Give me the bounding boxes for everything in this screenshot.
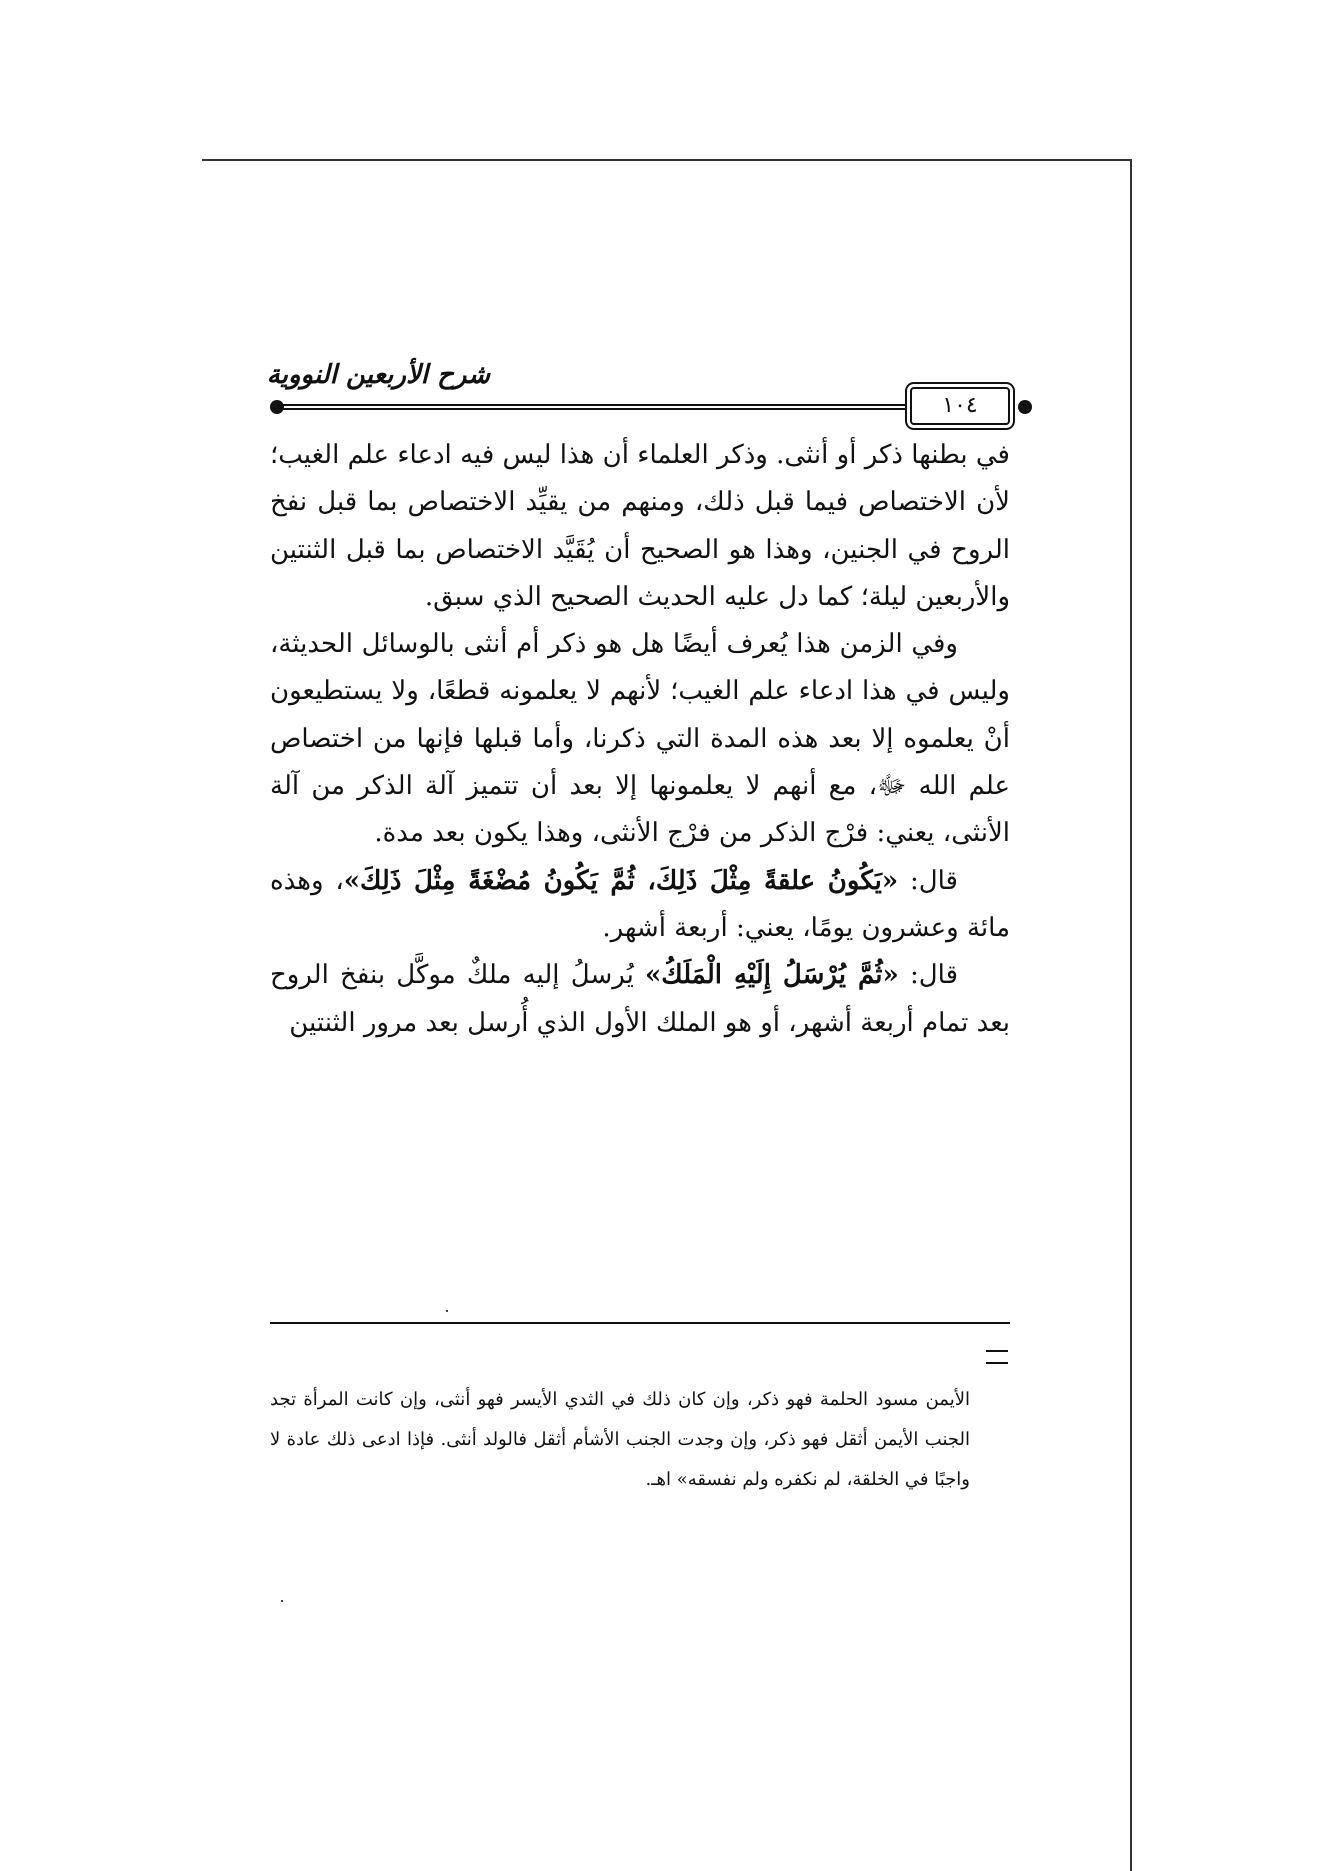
- hadith-quote: «يَكُونُ علقةً مِثْلَ ذَلِكَ، ثُمَّ يَكُونُ مُضْغَةً مِثْلَ ذَلِكَ»: [343, 865, 899, 896]
- quote-commentary: ، وهذه مائة وعشرون يومًا، يعني: أربعة أشهر.: [270, 865, 1010, 943]
- quote-intro: قال:: [898, 960, 959, 991]
- scan-speck: [281, 1600, 283, 1602]
- footnote-text: الأيمن مسود الحلمة فهو ذكر، وإن كان ذلك في الثدي الأيسر فهو أنثى، وإن كانت المرأة تجد الجنب الأيمن أثقل فهو ذكر، وإن وجدت الجنب الأشأم أثقل فالولد أنثى. فإذا ادعى ذلك عادة لا واجبًا في الخلقة، لم نكفره ولم نفسقه» اهـ.: [270, 1389, 970, 1490]
- page-header: [266, 360, 1030, 430]
- quote-intro: قال:: [898, 865, 958, 896]
- paragraph: [270, 858, 1010, 953]
- footnote-separator: [270, 1322, 1010, 1324]
- footnote-continuation-mark: [986, 1350, 1008, 1364]
- header-rule: [278, 404, 910, 410]
- crop-mark-top: [202, 159, 1132, 161]
- main-text: [270, 432, 1010, 1047]
- header-ornament-dot-right: [1018, 400, 1032, 414]
- book-title: شرح الأربعين النووية: [266, 360, 490, 390]
- paragraph: في بطنها ذكر أو أنثى. وذكر العلماء أن هذا ليس فيه ادعاء علم الغيب؛ لأن الاختصاص فيما قبل ذلك، ومنهم من يقيِّد الاختصاص بما قبل نفخ الروح في الجنين، وهذا هو الصحيح أن يُقَيَّد الاختصاص بما قبل الثنتين والأربعين ليلة؛ كما دل عليه الحديث الصحيح الذي سبق.: [270, 440, 1010, 612]
- paragraph: [270, 952, 1010, 1047]
- crop-mark-right: [1130, 159, 1132, 1871]
- page-number: ١٠٤: [910, 387, 1010, 425]
- scan-speck: [446, 1310, 448, 1312]
- paragraph: وفي الزمن هذا يُعرف أيضًا هل هو ذكر أم أنثى بالوسائل الحديثة، وليس في هذا ادعاء علم الغيب؛ لأنهم لا يعلمونه قطعًا، ولا يستطيعون أنْ يعلموه إلا بعد هذه المدة التي ذكرنا، وأما قبلها فإنها من اختصاص علم الله ﷻ، مع أنهم لا يعلمونها إلا بعد أن تتميز آلة الذكر من آلة الأنثى، يعني: فرْج الذكر من فرْج الأنثى، وهذا يكون بعد مدة.: [270, 629, 1010, 849]
- hadith-quote: «ثُمَّ يُرْسَلُ إِلَيْهِ الْمَلَكُ»: [645, 960, 899, 991]
- quote-commentary: يُرسلُ إليه ملكٌ موكَّل بنفخ الروح بعد تمام أربعة أشهر، أو هو الملك الأول الذي أُرسل بعد مرور الثنتين: [270, 960, 1010, 1038]
